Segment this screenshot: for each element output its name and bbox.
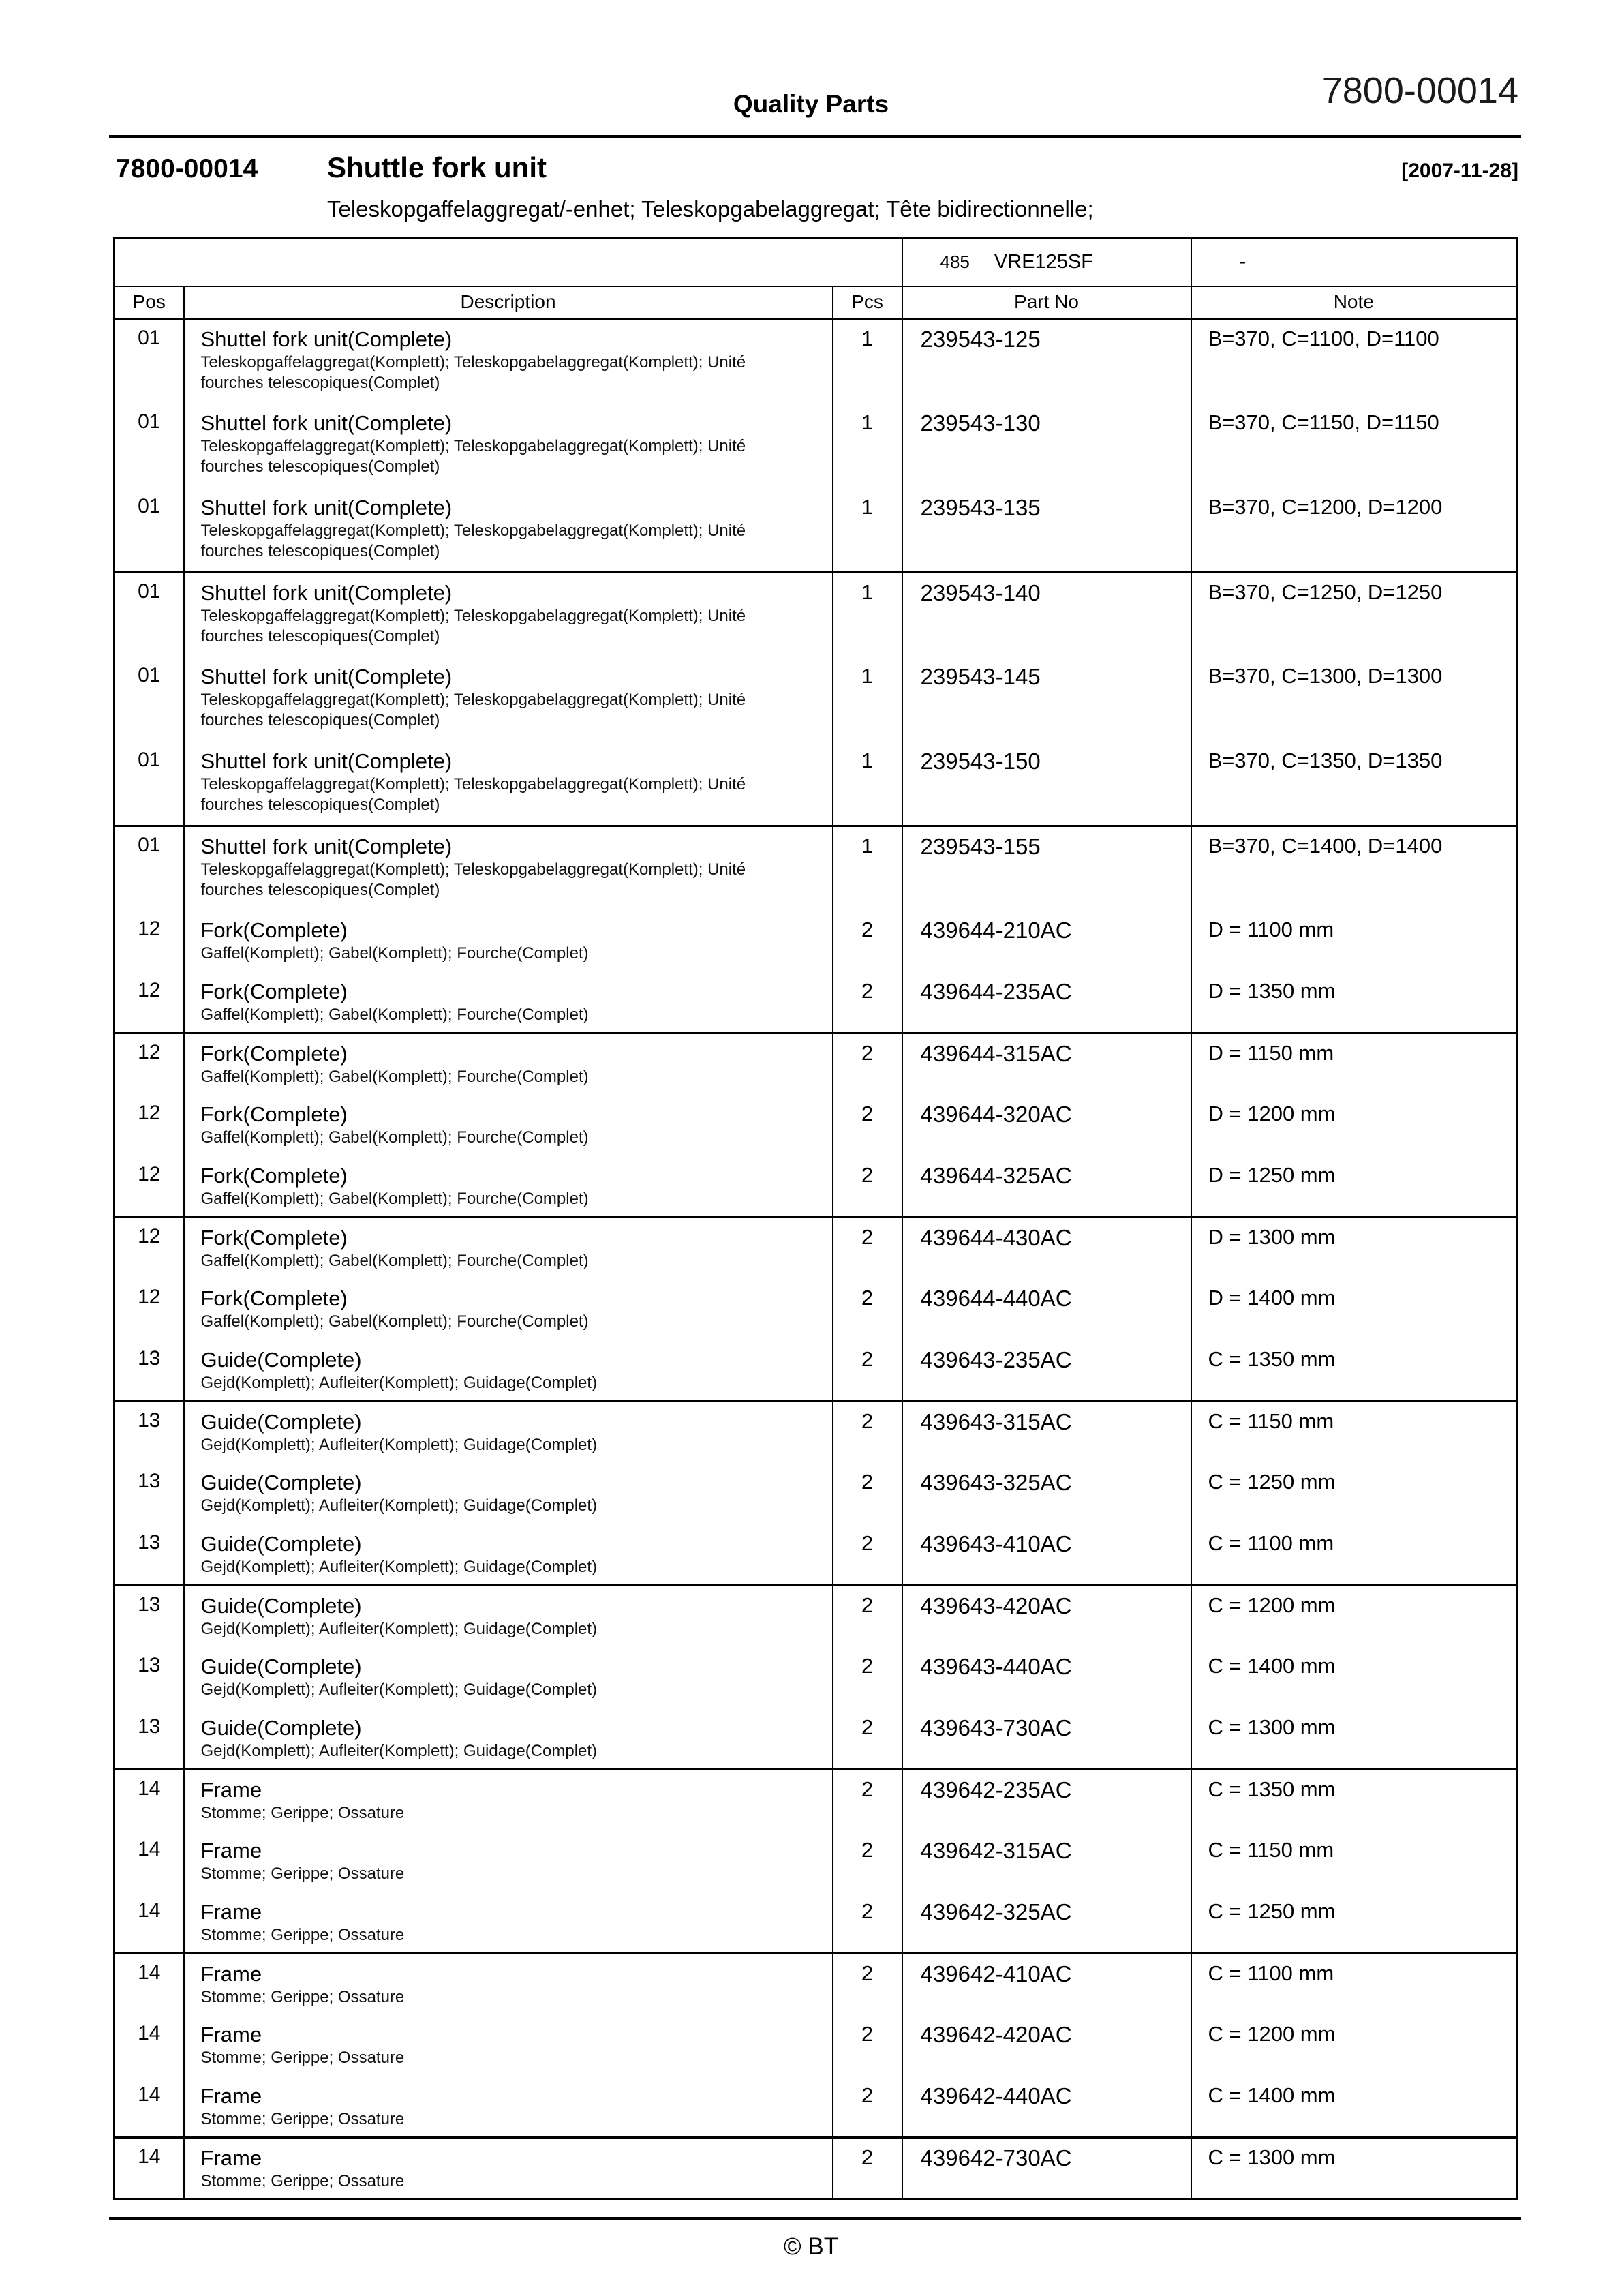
description-main: Guide(Complete)	[200, 1594, 362, 1618]
pos-cell: 01	[114, 742, 184, 826]
note-cell: B=370, C=1200, D=1200	[1191, 488, 1517, 573]
pcs-cell: 1	[833, 319, 902, 404]
column-header-row	[114, 286, 1517, 319]
description-main: Fork(Complete)	[200, 1286, 348, 1310]
description-translations: Gaffel(Komplett); Gabel(Komplett); Fourche(Complet)	[200, 1068, 589, 1086]
note-cell: B=370, C=1250, D=1250	[1191, 573, 1517, 657]
parts-table	[113, 237, 1518, 2200]
model-header-row	[114, 239, 1517, 286]
table-row	[114, 1033, 1517, 1095]
table-row	[114, 404, 1517, 488]
column-header-pos: Pos	[114, 286, 184, 319]
column-header-part-no: Part No	[902, 286, 1191, 319]
description-translations: Gaffel(Komplett); Gabel(Komplett); Fourche(Complet)	[200, 943, 589, 963]
pcs-cell: 2	[833, 911, 902, 972]
pcs-cell: 2	[833, 1340, 902, 1402]
description-main: Guide(Complete)	[200, 1654, 362, 1678]
note-cell: C = 1150 mm	[1191, 1402, 1517, 1463]
table-row	[114, 1954, 1517, 2015]
table-row	[114, 826, 1517, 911]
column-header-description: Description	[184, 286, 833, 319]
note-cell: C = 1400 mm	[1191, 2076, 1517, 2138]
note-cell: C = 1100 mm	[1191, 1954, 1517, 2015]
description-translations: Gaffel(Komplett); Gabel(Komplett); Fourche(Complet)	[200, 1252, 589, 1270]
description-translations: Teleskopgaffelaggregat(Komplett); Teleskopgabelaggregat(Komplett); Unité fourches telescopiques(Complet)	[200, 353, 746, 392]
pos-cell: 01	[114, 319, 184, 404]
description-translations: Gaffel(Komplett); Gabel(Komplett); Fourche(Complet)	[200, 1312, 589, 1331]
model-header-cell	[902, 239, 1191, 286]
table-row	[114, 911, 1517, 972]
pcs-cell: 2	[833, 1095, 902, 1156]
table-row	[114, 1892, 1517, 1954]
pos-cell: 13	[114, 1463, 184, 1524]
pos-cell: 14	[114, 1954, 184, 2015]
description-main: Frame	[200, 1838, 262, 1862]
part-no-cell: 439642-315AC	[902, 1831, 1191, 1892]
page-title: Shuttle fork unit	[327, 151, 547, 183]
table-row	[114, 2138, 1517, 2199]
description-cell	[184, 1831, 833, 1892]
table-row	[114, 657, 1517, 742]
pos-cell: 12	[114, 1033, 184, 1095]
note-cell: C = 1350 mm	[1191, 1340, 1517, 1402]
description-cell	[184, 1402, 833, 1463]
table-row	[114, 1770, 1517, 1831]
pcs-cell: 1	[833, 826, 902, 911]
part-no-cell: 439644-235AC	[902, 972, 1191, 1033]
description-main: Shuttel fork unit(Complete)	[200, 410, 453, 435]
note-cell: D = 1150 mm	[1191, 1033, 1517, 1095]
description-main: Fork(Complete)	[200, 979, 348, 1003]
pcs-cell: 2	[833, 1831, 902, 1892]
part-no-cell: 439643-420AC	[902, 1586, 1191, 1647]
pcs-cell: 2	[833, 1524, 902, 1586]
note-cell: B=370, C=1100, D=1100	[1191, 319, 1517, 404]
description-cell	[184, 972, 833, 1033]
pos-cell: 13	[114, 1524, 184, 1586]
part-no-cell: 439643-325AC	[902, 1463, 1191, 1524]
pos-cell: 13	[114, 1340, 184, 1402]
description-main: Guide(Complete)	[200, 1347, 362, 1372]
pcs-cell: 2	[833, 1463, 902, 1524]
pcs-cell: 2	[833, 1402, 902, 1463]
description-translations: Gejd(Komplett); Aufleiter(Komplett); Guidage(Complet)	[200, 1680, 598, 1699]
pcs-cell: 1	[833, 573, 902, 657]
note-cell: D = 1250 mm	[1191, 1156, 1517, 1218]
description-main: Shuttel fork unit(Complete)	[200, 495, 453, 519]
part-no-cell: 239543-130	[902, 404, 1191, 488]
description-translations: Gejd(Komplett); Aufleiter(Komplett); Guidage(Complet)	[200, 1373, 598, 1392]
part-no-cell: 439643-730AC	[902, 1708, 1191, 1770]
description-translations: Gejd(Komplett); Aufleiter(Komplett); Guidage(Complet)	[200, 1436, 598, 1454]
description-main: Guide(Complete)	[200, 1410, 362, 1434]
description-main: Fork(Complete)	[200, 1226, 348, 1250]
part-no-cell: 439644-315AC	[902, 1033, 1191, 1095]
pos-cell: 14	[114, 1831, 184, 1892]
doc-number-top-right: 7800-00014	[1321, 70, 1518, 111]
description-translations: Gejd(Komplett); Aufleiter(Komplett); Guidage(Complet)	[200, 1496, 598, 1515]
note-cell: D = 1300 mm	[1191, 1218, 1517, 1279]
description-main: Shuttel fork unit(Complete)	[200, 664, 453, 689]
description-main: Frame	[200, 1962, 262, 1986]
description-translations: Stomme; Gerippe; Ossature	[200, 2109, 405, 2128]
description-main: Fork(Complete)	[200, 918, 348, 942]
table-row	[114, 1831, 1517, 1892]
note-cell: D = 1400 mm	[1191, 1279, 1517, 1340]
description-cell	[184, 1708, 833, 1770]
description-cell	[184, 911, 833, 972]
table-row	[114, 972, 1517, 1033]
pcs-cell: 2	[833, 1647, 902, 1708]
note-cell: B=370, C=1400, D=1400	[1191, 826, 1517, 911]
description-translations: Teleskopgaffelaggregat(Komplett); Teleskopgabelaggregat(Komplett); Unité fourches telescopiques(Complet)	[200, 607, 746, 646]
description-cell	[184, 742, 833, 826]
pos-cell: 12	[114, 1218, 184, 1279]
table-row	[114, 2076, 1517, 2138]
note-cell: C = 1300 mm	[1191, 2138, 1517, 2199]
description-cell	[184, 826, 833, 911]
description-main: Guide(Complete)	[200, 1470, 362, 1494]
part-no-cell: 239543-155	[902, 826, 1191, 911]
doc-code: 7800-00014	[116, 154, 258, 183]
pcs-cell: 2	[833, 1156, 902, 1218]
description-translations: Gejd(Komplett); Aufleiter(Komplett); Guidage(Complet)	[200, 1620, 598, 1638]
note-cell: C = 1100 mm	[1191, 1524, 1517, 1586]
table-row	[114, 488, 1517, 573]
description-cell	[184, 657, 833, 742]
table-row	[114, 1647, 1517, 1708]
part-no-cell: 439644-320AC	[902, 1095, 1191, 1156]
pcs-cell: 2	[833, 972, 902, 1033]
note-cell: C = 1200 mm	[1191, 1586, 1517, 1647]
part-no-cell: 239543-145	[902, 657, 1191, 742]
pcs-cell: 2	[833, 2076, 902, 2138]
description-cell	[184, 1647, 833, 1708]
pcs-cell: 2	[833, 1279, 902, 1340]
model-code: 485	[940, 252, 970, 273]
note-cell: D = 1350 mm	[1191, 972, 1517, 1033]
pos-cell: 13	[114, 1647, 184, 1708]
note-cell: D = 1200 mm	[1191, 1095, 1517, 1156]
description-main: Frame	[200, 1899, 262, 1924]
model-name: VRE125SF	[994, 251, 1093, 273]
pcs-cell: 1	[833, 657, 902, 742]
description-translations: Teleskopgaffelaggregat(Komplett); Teleskopgabelaggregat(Komplett); Unité fourches telescopiques(Complet)	[200, 860, 746, 899]
part-no-cell: 439644-430AC	[902, 1218, 1191, 1279]
description-cell	[184, 573, 833, 657]
part-no-cell: 439642-420AC	[902, 2015, 1191, 2076]
part-no-cell: 439643-235AC	[902, 1340, 1191, 1402]
description-main: Shuttel fork unit(Complete)	[200, 581, 453, 605]
pos-cell: 12	[114, 1279, 184, 1340]
description-cell	[184, 2138, 833, 2199]
note-cell: B=370, C=1150, D=1150	[1191, 404, 1517, 488]
description-translations: Stomme; Gerippe; Ossature	[200, 1804, 405, 1822]
pos-cell: 13	[114, 1402, 184, 1463]
footer-divider	[109, 2217, 1521, 2220]
pos-cell: 14	[114, 2138, 184, 2199]
note-cell: C = 1300 mm	[1191, 1708, 1517, 1770]
table-row	[114, 1340, 1517, 1402]
description-translations: Gejd(Komplett); Aufleiter(Komplett); Guidage(Complet)	[200, 1557, 598, 1576]
table-row	[114, 1524, 1517, 1586]
pos-cell: 01	[114, 826, 184, 911]
table-row	[114, 319, 1517, 404]
note-cell: C = 1200 mm	[1191, 2015, 1517, 2076]
part-no-cell: 439642-235AC	[902, 1770, 1191, 1831]
pcs-cell: 2	[833, 2015, 902, 2076]
description-translations: Stomme; Gerippe; Ossature	[200, 1988, 405, 2006]
pcs-cell: 2	[833, 1954, 902, 2015]
description-cell	[184, 1279, 833, 1340]
note-cell: C = 1150 mm	[1191, 1831, 1517, 1892]
part-no-cell: 239543-125	[902, 319, 1191, 404]
description-main: Fork(Complete)	[200, 1102, 348, 1126]
pcs-cell: 1	[833, 488, 902, 573]
pos-cell: 12	[114, 911, 184, 972]
description-cell	[184, 1218, 833, 1279]
pcs-cell: 2	[833, 1218, 902, 1279]
description-translations: Gaffel(Komplett); Gabel(Komplett); Fourche(Complet)	[200, 1128, 589, 1147]
table-row	[114, 1708, 1517, 1770]
pos-cell: 01	[114, 657, 184, 742]
pos-cell: 12	[114, 1156, 184, 1218]
pcs-cell: 2	[833, 1892, 902, 1954]
description-translations: Stomme; Gerippe; Ossature	[200, 1925, 405, 1944]
table-row	[114, 1279, 1517, 1340]
part-no-cell: 439643-315AC	[902, 1402, 1191, 1463]
description-main: Fork(Complete)	[200, 1163, 348, 1188]
table-row	[114, 1218, 1517, 1279]
part-no-cell: 439644-440AC	[902, 1279, 1191, 1340]
description-main: Guide(Complete)	[200, 1715, 362, 1740]
pos-cell: 14	[114, 2015, 184, 2076]
column-header-note: Note	[1191, 286, 1517, 319]
pcs-cell: 2	[833, 1770, 902, 1831]
table-row	[114, 1586, 1517, 1647]
header-divider	[109, 135, 1521, 138]
column-header-pcs: Pcs	[833, 286, 902, 319]
description-translations: Teleskopgaffelaggregat(Komplett); Teleskopgabelaggregat(Komplett); Unité fourches telescopiques(Complet)	[200, 436, 746, 476]
note-cell: D = 1100 mm	[1191, 911, 1517, 972]
pcs-cell: 1	[833, 742, 902, 826]
description-cell	[184, 2015, 833, 2076]
pcs-cell: 2	[833, 1033, 902, 1095]
description-main: Shuttel fork unit(Complete)	[200, 749, 453, 773]
pos-cell: 13	[114, 1586, 184, 1647]
description-cell	[184, 1095, 833, 1156]
description-main: Shuttel fork unit(Complete)	[200, 834, 453, 858]
model-header-dash-cell: -	[1191, 239, 1517, 286]
description-main: Shuttel fork unit(Complete)	[200, 327, 453, 351]
table-row	[114, 742, 1517, 826]
brand-header: Quality Parts	[733, 90, 889, 118]
part-no-cell: 439643-440AC	[902, 1647, 1191, 1708]
description-cell	[184, 404, 833, 488]
part-no-cell: 239543-140	[902, 573, 1191, 657]
pcs-cell: 1	[833, 404, 902, 488]
table-row	[114, 1463, 1517, 1524]
pos-cell: 12	[114, 1095, 184, 1156]
part-no-cell: 439642-440AC	[902, 2076, 1191, 2138]
description-translations: Teleskopgaffelaggregat(Komplett); Teleskopgabelaggregat(Komplett); Unité fourches telescopiques(Complet)	[200, 690, 746, 729]
part-no-cell: 439643-410AC	[902, 1524, 1191, 1586]
description-main: Frame	[200, 1778, 262, 1802]
table-row	[114, 1402, 1517, 1463]
pos-cell: 12	[114, 972, 184, 1033]
pos-cell: 13	[114, 1708, 184, 1770]
description-main: Frame	[200, 2083, 262, 2108]
part-no-cell: 439644-210AC	[902, 911, 1191, 972]
description-cell	[184, 1340, 833, 1402]
description-translations: Stomme; Gerippe; Ossature	[200, 2048, 405, 2067]
part-no-cell: 239543-150	[902, 742, 1191, 826]
description-cell	[184, 1156, 833, 1218]
description-cell	[184, 1463, 833, 1524]
part-no-cell: 439642-730AC	[902, 2138, 1191, 2199]
description-translations: Gaffel(Komplett); Gabel(Komplett); Fourche(Complet)	[200, 1189, 589, 1208]
parts-table-body	[114, 319, 1517, 2199]
pos-cell: 01	[114, 573, 184, 657]
footer-copyright: © BT	[783, 2233, 839, 2260]
pos-cell: 01	[114, 404, 184, 488]
description-translations: Stomme; Gerippe; Ossature	[200, 1864, 405, 1883]
part-no-cell: 439642-325AC	[902, 1892, 1191, 1954]
note-cell: C = 1250 mm	[1191, 1463, 1517, 1524]
table-row	[114, 1095, 1517, 1156]
description-main: Frame	[200, 2146, 262, 2170]
pcs-cell: 2	[833, 1586, 902, 1647]
pos-cell: 14	[114, 2076, 184, 2138]
description-translations: Gaffel(Komplett); Gabel(Komplett); Fourche(Complet)	[200, 1005, 589, 1024]
pos-cell: 01	[114, 488, 184, 573]
description-cell	[184, 488, 833, 573]
note-cell: C = 1350 mm	[1191, 1770, 1517, 1831]
description-cell	[184, 1524, 833, 1586]
part-no-cell: 239543-135	[902, 488, 1191, 573]
description-cell	[184, 1770, 833, 1831]
table-row	[114, 573, 1517, 657]
note-cell: B=370, C=1350, D=1350	[1191, 742, 1517, 826]
description-main: Guide(Complete)	[200, 1531, 362, 1556]
description-main: Frame	[200, 2022, 262, 2046]
description-translations: Gejd(Komplett); Aufleiter(Komplett); Guidage(Complet)	[200, 1741, 598, 1760]
description-cell	[184, 1954, 833, 2015]
title-translations: Teleskopgaffelaggregat/-enhet; Teleskopgabelaggregat; Tête bidirectionnelle;	[327, 196, 1094, 222]
part-no-cell: 439642-410AC	[902, 1954, 1191, 2015]
description-cell	[184, 1586, 833, 1647]
description-translations: Stomme; Gerippe; Ossature	[200, 2172, 405, 2190]
pcs-cell: 2	[833, 1708, 902, 1770]
revision-date: [2007-11-28]	[1401, 160, 1518, 182]
description-cell	[184, 1892, 833, 1954]
description-cell	[184, 1033, 833, 1095]
description-main: Fork(Complete)	[200, 1042, 348, 1066]
description-cell	[184, 319, 833, 404]
pos-cell: 14	[114, 1892, 184, 1954]
pcs-cell: 2	[833, 2138, 902, 2199]
table-row	[114, 2015, 1517, 2076]
table-row	[114, 1156, 1517, 1218]
note-cell: C = 1250 mm	[1191, 1892, 1517, 1954]
description-translations: Teleskopgaffelaggregat(Komplett); Teleskopgabelaggregat(Komplett); Unité fourches telescopiques(Complet)	[200, 521, 746, 560]
pos-cell: 14	[114, 1770, 184, 1831]
note-cell: B=370, C=1300, D=1300	[1191, 657, 1517, 742]
part-no-cell: 439644-325AC	[902, 1156, 1191, 1218]
description-translations: Teleskopgaffelaggregat(Komplett); Teleskopgabelaggregat(Komplett); Unité fourches telescopiques(Complet)	[200, 774, 746, 814]
model-header-empty-cell	[114, 239, 902, 286]
description-cell	[184, 2076, 833, 2138]
note-cell: C = 1400 mm	[1191, 1647, 1517, 1708]
